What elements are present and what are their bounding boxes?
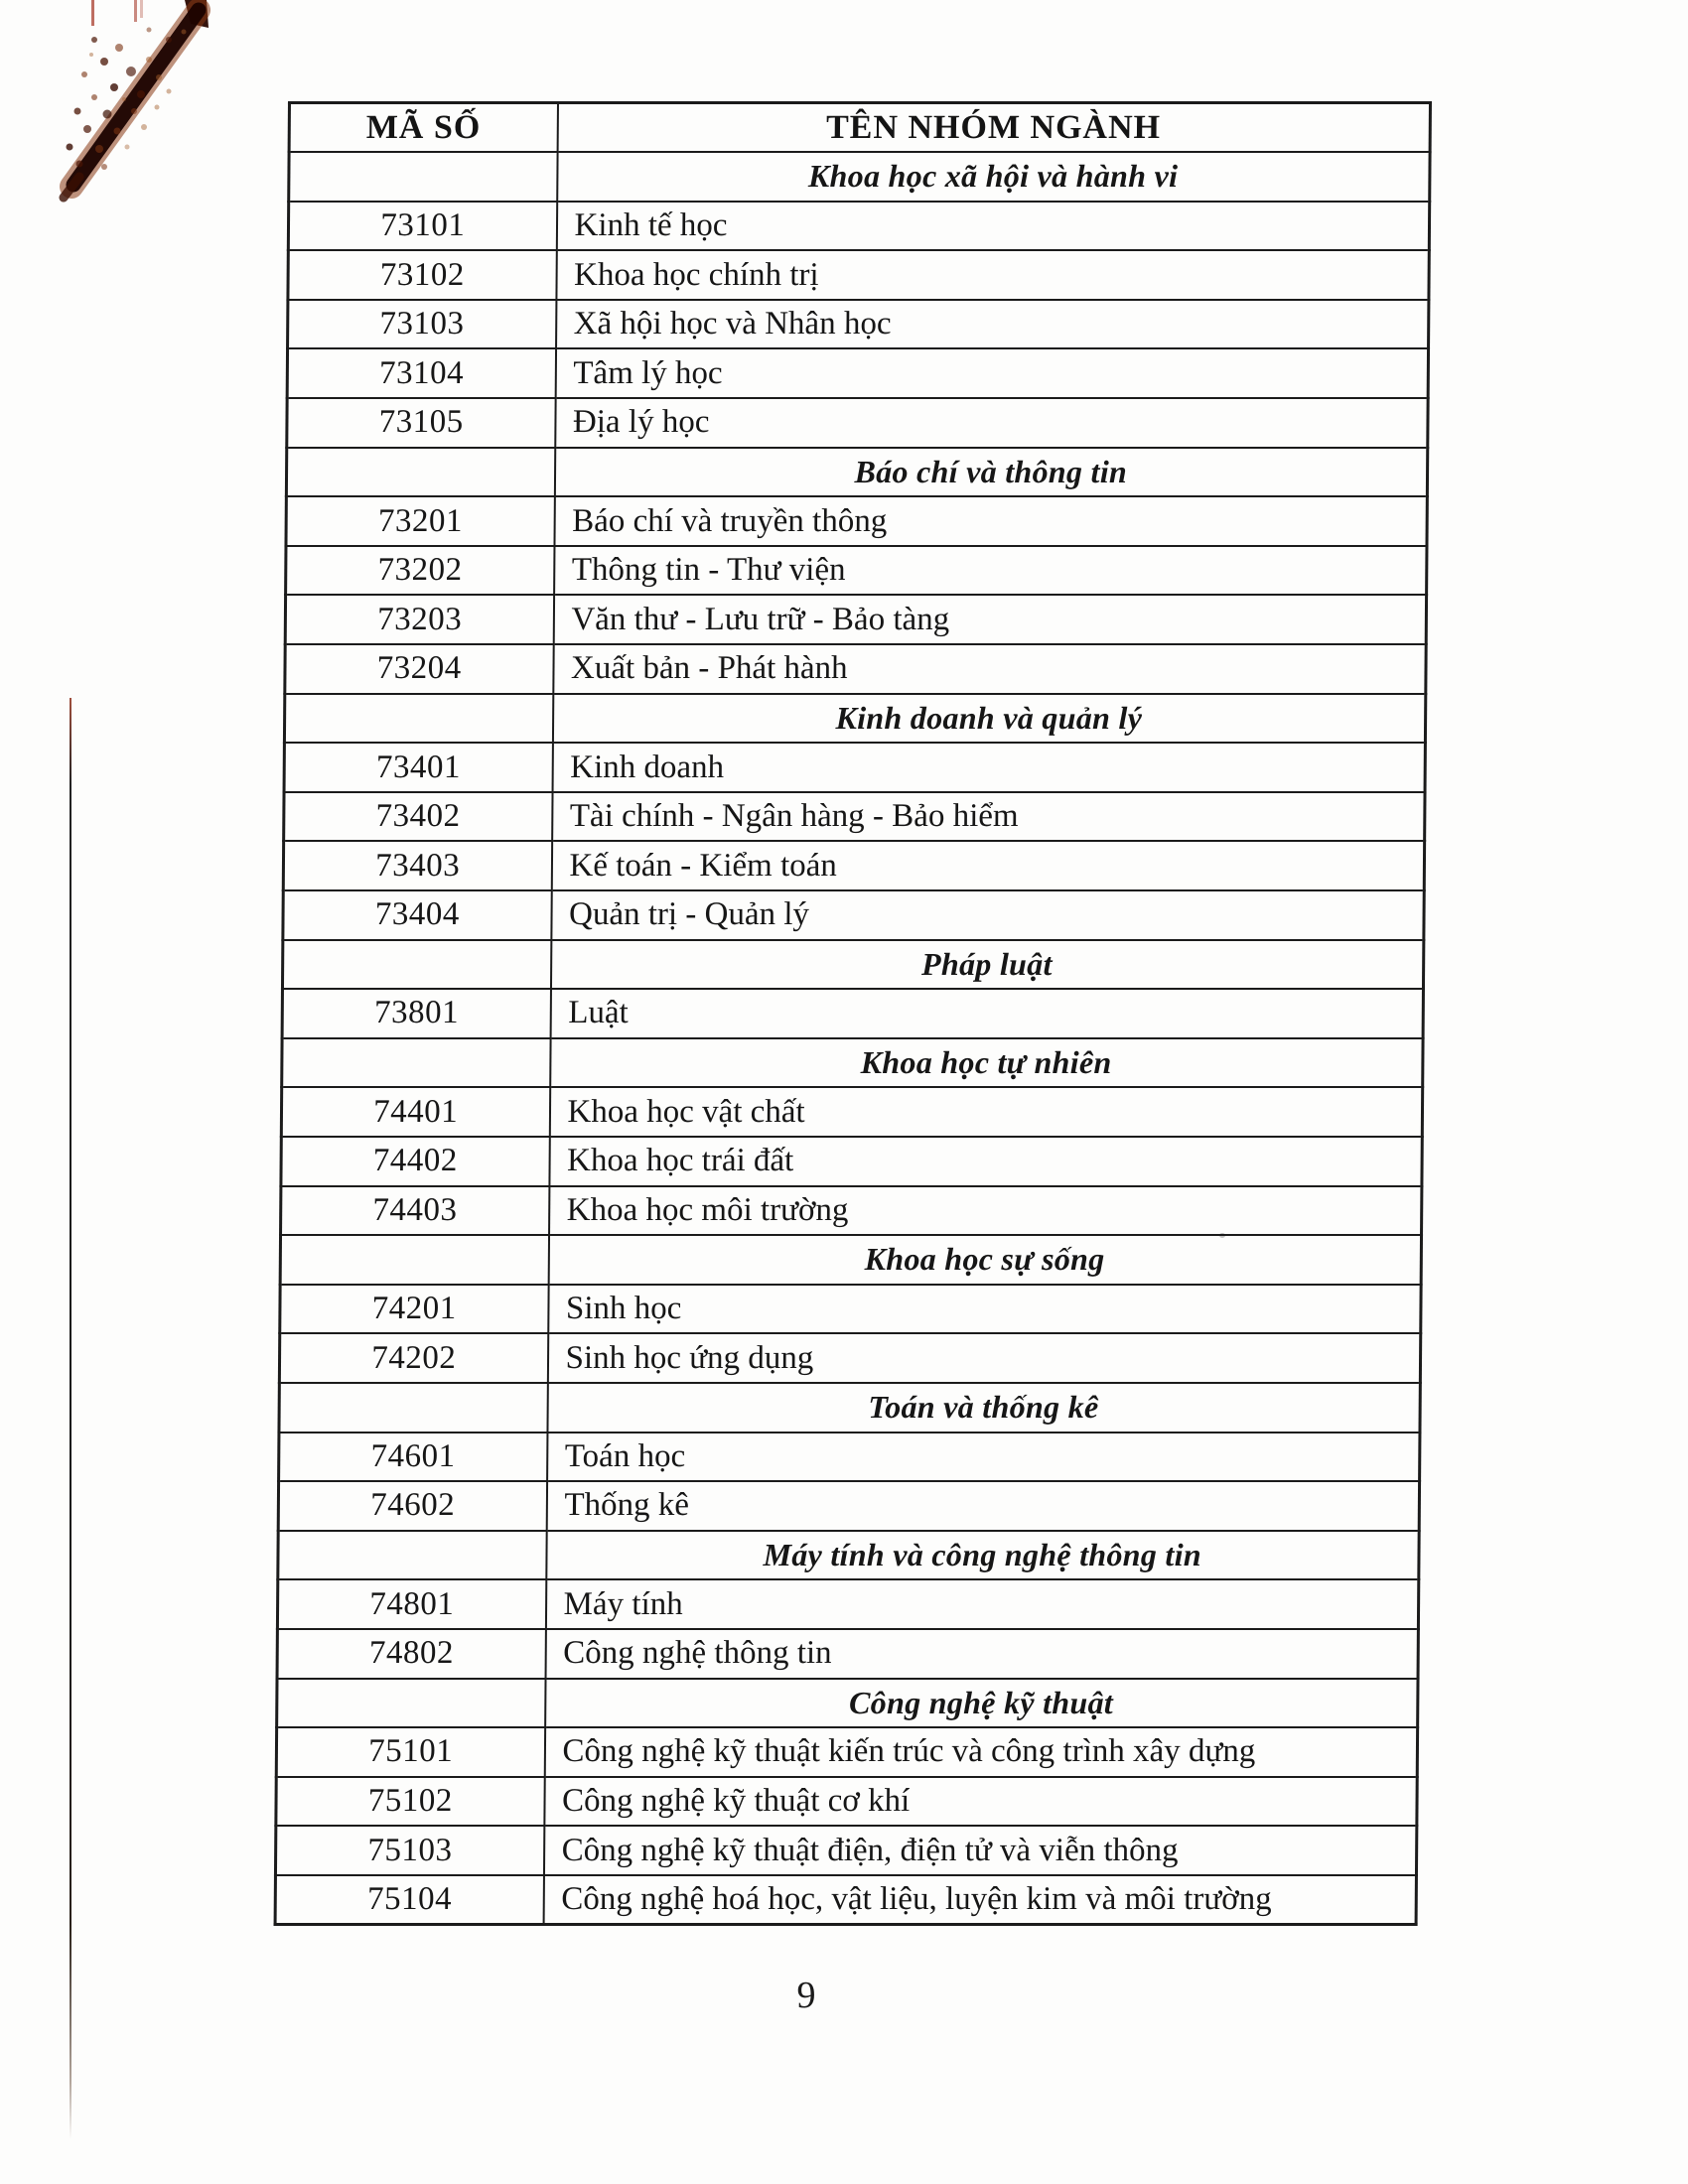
section-title: Khoa học tự nhiên bbox=[550, 1038, 1423, 1088]
scan-corner-artifact bbox=[0, 0, 238, 238]
section-empty-code-cell bbox=[277, 1679, 545, 1728]
major-name: Kinh tế học bbox=[556, 202, 1429, 251]
section-empty-code-cell bbox=[278, 1531, 546, 1580]
table-row bbox=[284, 743, 1425, 792]
section-row bbox=[277, 1679, 1418, 1728]
table-row bbox=[286, 546, 1427, 596]
scan-binder-line bbox=[140, 0, 143, 18]
major-code: 73105 bbox=[287, 398, 555, 448]
table-row bbox=[288, 300, 1429, 349]
table-row bbox=[283, 890, 1424, 940]
major-name: Công nghệ kỹ thuật cơ khí bbox=[544, 1777, 1417, 1827]
major-code: 74601 bbox=[279, 1433, 547, 1482]
section-empty-code-cell bbox=[284, 694, 552, 744]
scan-margin-line bbox=[70, 698, 71, 2139]
table-row bbox=[281, 1186, 1422, 1236]
table-row bbox=[277, 1579, 1418, 1629]
major-code: 74403 bbox=[281, 1186, 549, 1236]
major-code: 75101 bbox=[276, 1727, 544, 1777]
major-code: 73201 bbox=[286, 496, 554, 546]
table-row bbox=[285, 595, 1426, 644]
table-row bbox=[284, 792, 1425, 842]
section-empty-code-cell bbox=[289, 152, 557, 202]
section-empty-code-cell bbox=[282, 1038, 550, 1088]
major-code: 73102 bbox=[288, 250, 556, 300]
major-name: Khoa học chính trị bbox=[556, 250, 1429, 300]
section-title: Toán và thống kê bbox=[547, 1383, 1420, 1433]
section-row bbox=[282, 940, 1423, 990]
major-code: 74602 bbox=[278, 1481, 546, 1531]
section-row bbox=[278, 1531, 1419, 1580]
major-code: 73402 bbox=[284, 792, 552, 842]
major-name: Khoa học môi trường bbox=[549, 1186, 1422, 1236]
major-name: Công nghệ kỹ thuật điện, điện tử và viễn thông bbox=[543, 1826, 1416, 1875]
table-body bbox=[275, 152, 1430, 1924]
major-code: 73103 bbox=[288, 300, 556, 349]
major-code: 73101 bbox=[288, 202, 556, 251]
major-code: 73403 bbox=[283, 841, 551, 890]
major-code: 74801 bbox=[277, 1579, 545, 1629]
major-code: 74802 bbox=[277, 1629, 545, 1679]
section-title: Công nghệ kỹ thuật bbox=[545, 1679, 1418, 1728]
section-title: Khoa học sự sống bbox=[548, 1235, 1421, 1285]
table-row bbox=[276, 1777, 1417, 1827]
section-title: Kinh doanh và quản lý bbox=[552, 694, 1425, 744]
major-name: Khoa học vật chất bbox=[549, 1087, 1422, 1137]
major-name: Sinh học ứng dụng bbox=[547, 1333, 1420, 1383]
section-empty-code-cell bbox=[280, 1235, 548, 1285]
major-code: 74202 bbox=[279, 1333, 547, 1383]
major-name: Thống kê bbox=[546, 1481, 1419, 1531]
table-row bbox=[287, 398, 1428, 448]
major-code: 74402 bbox=[281, 1137, 549, 1186]
scan-binder-line bbox=[91, 0, 94, 26]
name-column-header: TÊN NHÓM NGÀNH bbox=[557, 103, 1430, 153]
major-name: Tâm lý học bbox=[555, 348, 1428, 398]
section-title: Máy tính và công nghệ thông tin bbox=[546, 1531, 1419, 1580]
major-name: Công nghệ thông tin bbox=[545, 1629, 1418, 1679]
table-row bbox=[275, 1875, 1416, 1925]
table-row bbox=[288, 202, 1429, 251]
major-code: 75103 bbox=[275, 1826, 543, 1875]
major-code: 73404 bbox=[283, 890, 551, 940]
major-code: 75104 bbox=[275, 1875, 543, 1925]
major-code: 74401 bbox=[281, 1087, 549, 1137]
table-row bbox=[276, 1727, 1417, 1777]
section-row bbox=[280, 1235, 1421, 1285]
major-name: Quản trị - Quản lý bbox=[551, 890, 1424, 940]
table-row bbox=[281, 1087, 1422, 1137]
table-row bbox=[282, 989, 1423, 1038]
major-code: 75102 bbox=[276, 1777, 544, 1827]
major-code: 74201 bbox=[280, 1285, 548, 1334]
section-row bbox=[286, 448, 1427, 497]
section-empty-code-cell bbox=[282, 940, 550, 990]
section-empty-code-cell bbox=[286, 448, 554, 497]
section-row bbox=[279, 1383, 1420, 1433]
scan-binder-line bbox=[134, 0, 137, 22]
table-row bbox=[279, 1333, 1420, 1383]
major-name: Kế toán - Kiểm toán bbox=[551, 841, 1424, 890]
major-name: Báo chí và truyền thông bbox=[554, 496, 1427, 546]
section-row bbox=[289, 152, 1430, 202]
section-empty-code-cell bbox=[279, 1383, 547, 1433]
table-row bbox=[279, 1433, 1420, 1482]
major-name: Kinh doanh bbox=[552, 743, 1425, 792]
table-row bbox=[275, 1826, 1416, 1875]
table-row bbox=[280, 1285, 1421, 1334]
major-name: Văn thư - Lưu trữ - Bảo tàng bbox=[553, 595, 1426, 644]
table-row bbox=[287, 348, 1428, 398]
major-name: Địa lý học bbox=[555, 398, 1428, 448]
major-name: Toán học bbox=[547, 1433, 1420, 1482]
major-code: 73104 bbox=[287, 348, 555, 398]
table-row bbox=[283, 841, 1424, 890]
major-name: Tài chính - Ngân hàng - Bảo hiểm bbox=[552, 792, 1425, 842]
section-title: Khoa học xã hội và hành vi bbox=[557, 152, 1430, 202]
table-row bbox=[281, 1137, 1422, 1186]
major-name: Thông tin - Thư viện bbox=[554, 546, 1427, 596]
table-row bbox=[288, 250, 1429, 300]
section-row bbox=[282, 1038, 1423, 1088]
table-row bbox=[286, 496, 1427, 546]
major-name: Công nghệ hoá học, vật liệu, luyện kim và môi trường bbox=[543, 1875, 1416, 1925]
section-title: Báo chí và thông tin bbox=[554, 448, 1427, 497]
major-name: Luật bbox=[550, 989, 1423, 1038]
major-name: Máy tính bbox=[545, 1579, 1418, 1629]
major-name: Công nghệ kỹ thuật kiến trúc và công trình xây dựng bbox=[544, 1727, 1417, 1777]
table-row bbox=[278, 1481, 1419, 1531]
header-row bbox=[289, 103, 1430, 153]
section-row bbox=[284, 694, 1425, 744]
table-row bbox=[277, 1629, 1418, 1679]
major-name: Xã hội học và Nhân học bbox=[556, 300, 1429, 349]
major-code: 73203 bbox=[285, 595, 553, 644]
page-number: 9 bbox=[796, 1975, 816, 2016]
major-codes-table bbox=[274, 101, 1432, 1926]
major-name: Xuất bản - Phát hành bbox=[553, 644, 1426, 694]
code-column-header: MÃ SỐ bbox=[289, 103, 557, 153]
major-code: 73401 bbox=[284, 743, 552, 792]
major-name: Khoa học trái đất bbox=[549, 1137, 1422, 1186]
section-title: Pháp luật bbox=[550, 940, 1423, 990]
table-row bbox=[285, 644, 1426, 694]
major-name: Sinh học bbox=[548, 1285, 1421, 1334]
major-code: 73801 bbox=[282, 989, 550, 1038]
major-code: 73204 bbox=[285, 644, 553, 694]
major-code: 73202 bbox=[286, 546, 554, 596]
